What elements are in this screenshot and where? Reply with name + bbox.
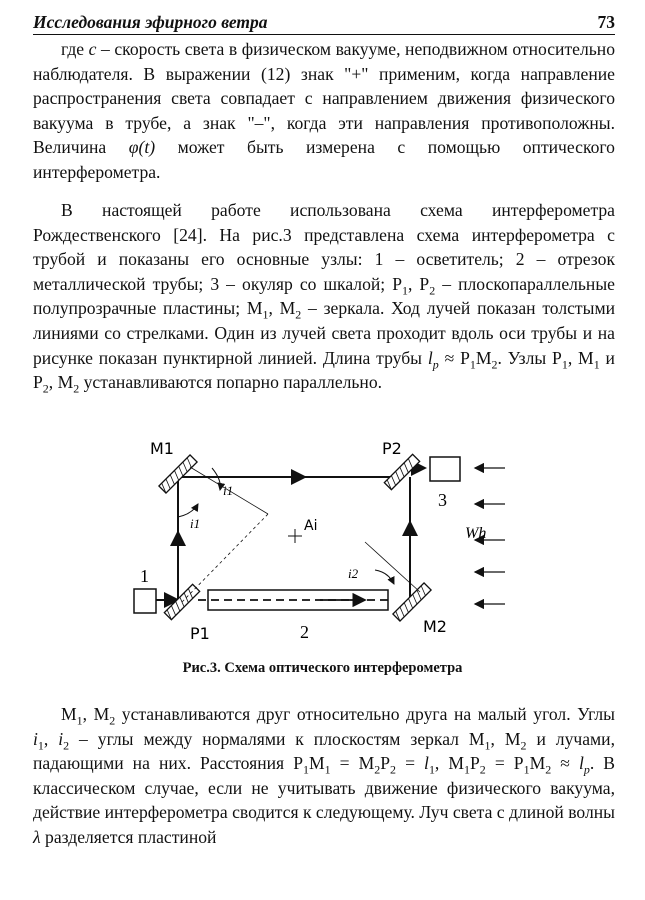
running-header — [33, 10, 615, 35]
p3-text: , М — [490, 728, 521, 749]
sub: 2 — [545, 762, 552, 777]
p3-text: , М — [82, 704, 110, 724]
label-m1: M1 — [150, 439, 174, 458]
label-1: 1 — [140, 566, 149, 586]
p2-text: М — [475, 347, 492, 368]
p1-var-c: c — [88, 39, 97, 59]
p2-text: – плоскопараллельные полупрозрачные пластины; М — [33, 273, 615, 319]
plate-p2 — [384, 454, 419, 489]
sub: 1 — [37, 738, 44, 753]
angle-arc-i2 — [375, 570, 394, 584]
label-2: 2 — [300, 622, 309, 642]
paragraph-3 — [33, 702, 615, 850]
normal-line-m2 — [365, 542, 420, 592]
sub: 1 — [76, 713, 83, 728]
eyepiece — [430, 457, 460, 481]
sub: 1 — [428, 762, 435, 777]
p2-text: , М — [567, 347, 594, 368]
p3-text: М — [61, 704, 77, 724]
sub: 1 — [593, 357, 600, 372]
sub: 2 — [63, 738, 70, 753]
sub: 2 — [295, 307, 302, 322]
p2-text: – зеркала. Ход лучей показан толстыми линиями со стрелками. Один из лучей света проходит вдоль оси трубы и на рисунке показан пунктирной линией. Длина трубы — [33, 298, 615, 368]
paragraph-1 — [33, 37, 615, 185]
p2-text: , М — [48, 372, 74, 393]
p3-text: ≈ — [551, 753, 579, 774]
sub: 2 — [429, 283, 436, 298]
sub: 1 — [324, 762, 331, 777]
interferometer-diagram — [120, 432, 520, 652]
mirror-m2 — [393, 583, 431, 621]
p2-var-l: l — [427, 347, 433, 368]
sub: 1 — [561, 357, 568, 372]
label-i2: i2 — [348, 566, 359, 581]
label-3: 3 — [438, 490, 447, 510]
figure-caption: Рис.3. Схема оптического интерферометра — [182, 660, 463, 676]
paragraph-2 — [33, 198, 615, 395]
label-wh: Wh — [465, 525, 487, 542]
sub: 2 — [491, 357, 498, 372]
var-l: l — [578, 753, 584, 774]
sub: 1 — [523, 762, 530, 777]
p2-text: , М — [268, 298, 296, 319]
p3-text: и лучами, падающими на них. Расстояния Р — [33, 728, 615, 774]
p2-text: , Р — [407, 273, 430, 294]
p1-text-1: где — [61, 39, 89, 59]
label-i1-upper: i1 — [223, 483, 234, 498]
p3-text: М — [308, 753, 325, 774]
p2-text: В настоящей работе использована схема интерферометра Рождественского [24]. На рис.3 представлена схема интерферометра с трубой и показаны его основные узлы: 1 – осветитель; 2 – отрезок металлической трубы; 3 – окуляр со шкалой; Р — [33, 200, 615, 294]
p2-text: . Узлы Р — [497, 347, 562, 368]
p1-text-3: может быть измерена с помощью оптического интерферометра. — [33, 137, 615, 182]
label-p2: P2 — [382, 439, 402, 458]
p2-text: и Р — [33, 347, 615, 393]
sub: 2 — [520, 738, 527, 753]
sub: 2 — [42, 381, 49, 396]
p3-text: . В классическом случае, если не учитывать движение физического вакуума, действие интерферометра сводится к следующему. Луч света с длиной волны — [33, 753, 615, 823]
p3-text: = Р — [485, 753, 524, 774]
sub: 1 — [402, 283, 408, 298]
page-number: 73 — [597, 12, 615, 32]
label-i1-lower: i1 — [190, 516, 201, 531]
sub: 1 — [302, 762, 309, 777]
label-p1: P1 — [190, 624, 210, 643]
sub: 2 — [390, 762, 397, 777]
sub: p — [583, 762, 590, 777]
sub: 2 — [109, 713, 116, 728]
var-lambda: λ — [33, 826, 41, 847]
p3-text: Р — [380, 753, 391, 774]
p2-text: устанавливаются попарно параллельно. — [79, 372, 383, 393]
p3-text: устанавливаются друг относительно друга на малый угол. Углы — [115, 704, 615, 724]
sub: 1 — [469, 357, 476, 372]
sub: 2 — [374, 762, 381, 777]
var-i: i — [58, 728, 64, 749]
var-i: i — [33, 728, 38, 749]
p3-text: Р — [470, 753, 480, 774]
p2-text: ≈ Р — [438, 347, 470, 368]
illuminator — [134, 589, 156, 613]
p1-var-phi: φ(t) — [128, 137, 156, 158]
p3-text: разделяется пластиной — [40, 826, 217, 847]
var-l: l — [424, 753, 429, 774]
sub: 1 — [464, 762, 470, 777]
label-ai: Ai — [304, 518, 318, 534]
p3-text: = — [396, 753, 425, 774]
sub: p — [432, 357, 439, 372]
p3-text: М — [529, 753, 546, 774]
p3-text: – углы между нормалями к плоскостям зеркал М — [69, 728, 485, 749]
running-title: Исследования эфирного ветра — [33, 12, 268, 32]
p3-text: = М — [330, 753, 375, 774]
angle-arc-i1-upper — [212, 468, 220, 490]
p3-text: , — [43, 728, 59, 749]
sub: 2 — [479, 762, 486, 777]
p1-text-2: – скорость света в физическом вакууме, неподвижном относительно наблюдателя. В выражении (12) знак "+" применим, когда направление распространения света совпадает с направлением движения физического вакуума в трубе, а знак "–", когда эти направления противоположны. Величина — [33, 39, 615, 158]
sub: 2 — [73, 381, 80, 396]
p3-text: , М — [434, 753, 465, 774]
sub: 1 — [262, 307, 269, 322]
sub: 1 — [484, 738, 491, 753]
label-m2: M2 — [423, 617, 447, 636]
